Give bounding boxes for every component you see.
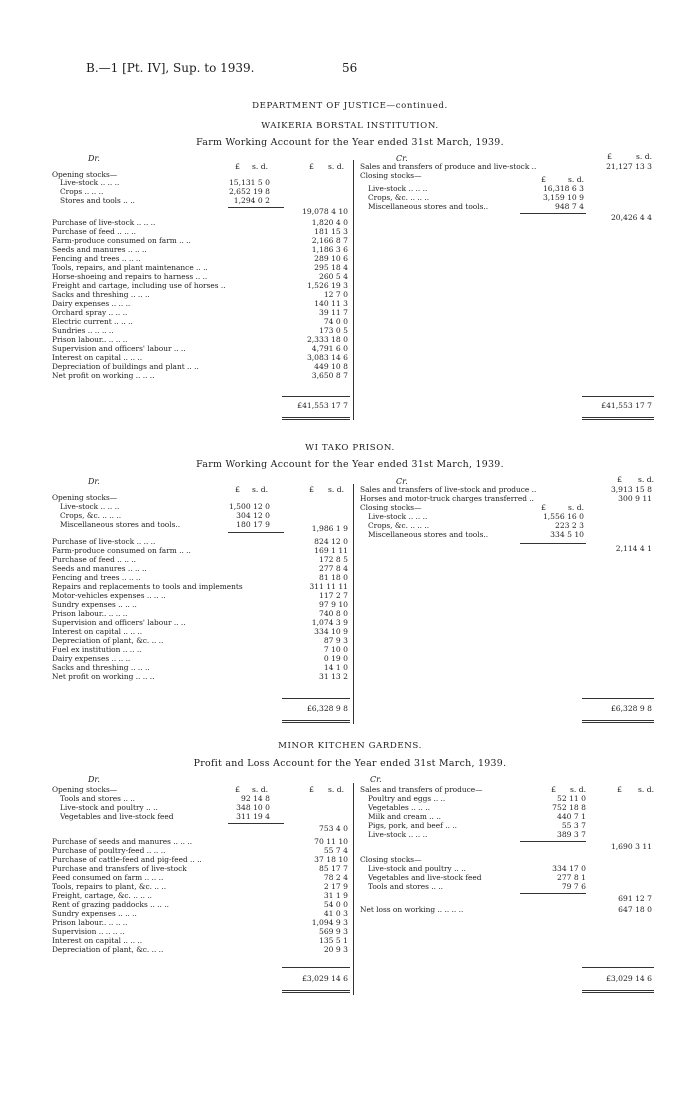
line-amount: 135 5 1 — [319, 936, 348, 945]
credit-total: £3,029 14 6 — [606, 974, 652, 983]
rule — [582, 417, 654, 418]
line-label: Freight and cartage, including use of horses .. — [52, 281, 226, 290]
line-label: Horses and motor-truck charges transferred .. — [360, 494, 534, 503]
line-label: Repairs and replacements to tools and implements — [52, 582, 243, 591]
line-amount: 1,556 16 0 — [542, 512, 584, 521]
rule — [582, 967, 654, 968]
line-amount: 85 17 7 — [319, 864, 348, 873]
line-label: Miscellaneous stores and tools.. — [368, 202, 489, 211]
rule — [520, 841, 586, 842]
rule — [520, 893, 586, 894]
unit-sd: s. d. — [568, 503, 584, 512]
unit-sd: s. d. — [638, 785, 654, 794]
line-label: Depreciation of plant, &c. .. .. — [52, 636, 164, 645]
line-label: Sundry expenses .. .. .. — [52, 600, 137, 609]
rule — [282, 396, 350, 397]
rule — [228, 823, 284, 824]
line-amount: 55 7 4 — [323, 846, 348, 855]
rule — [282, 417, 350, 418]
line-label: Seeds and manures .. .. .. — [52, 564, 147, 573]
line-label: Sales and transfers of produce— — [360, 785, 483, 794]
section-heading: MINOR KITCHEN GARDENS. — [278, 741, 422, 751]
line-amount: 1,820 4 0 — [311, 218, 348, 227]
line-label: Electric current .. .. .. — [52, 317, 133, 326]
line-label: Rent of grazing paddocks .. .. .. — [52, 900, 169, 909]
line-amount: 311 19 4 — [236, 812, 270, 821]
unit-pound: £ — [235, 785, 240, 794]
line-amount: 1,526 19 3 — [306, 281, 348, 290]
line-amount: 14 1 0 — [323, 663, 348, 672]
line-label: Purchase of seeds and manures .. .. .. — [52, 837, 193, 846]
line-amount: 289 10 6 — [314, 254, 348, 263]
unit-pound: £ — [309, 485, 314, 494]
line-label: Live-stock and poultry .. .. — [60, 803, 158, 812]
closing-stocks-label: Closing stocks— — [360, 171, 422, 180]
rule — [582, 396, 654, 397]
line-label: Interest on capital .. .. .. — [52, 353, 143, 362]
unit-sd: s. d. — [638, 475, 654, 484]
unit-pound: £ — [617, 475, 622, 484]
line-label: Tools, repairs to plant, &c. .. .. — [52, 882, 167, 891]
rule — [282, 720, 350, 721]
line-amount: 79 7 6 — [561, 882, 586, 891]
line-amount: 97 9 10 — [319, 600, 348, 609]
line-amount: 740 8 0 — [319, 609, 348, 618]
line-label: Fencing and trees .. .. .. — [52, 254, 141, 263]
line-label: Purchase of cattle-feed and pig-feed .. .. — [52, 855, 202, 864]
line-amount: 334 17 0 — [552, 864, 586, 873]
subtotal-amount: 691 12 7 — [618, 894, 652, 903]
line-label: Milk and cream .. .. — [368, 812, 441, 821]
cr-label: Cr. — [396, 154, 408, 163]
line-label: Sundry expenses .. .. .. — [52, 909, 137, 918]
column-divider — [353, 783, 354, 995]
line-label: Fencing and trees .. .. .. — [52, 573, 141, 582]
line-label: Stores and tools .. .. — [60, 196, 135, 205]
rule — [282, 419, 350, 420]
line-label: Net profit on working .. .. .. — [52, 672, 155, 681]
line-label: Farm-produce consumed on farm .. .. — [52, 546, 191, 555]
line-label: Vegetables and live-stock feed — [368, 873, 482, 882]
unit-pound: £ — [235, 162, 240, 171]
line-amount: 1,074 3 9 — [311, 618, 348, 627]
line-amount: 3,913 15 8 — [610, 485, 652, 494]
line-label: Live-stock .. .. .. — [60, 178, 120, 187]
line-amount: 277 8 1 — [557, 873, 586, 882]
unit-pound: £ — [309, 162, 314, 171]
line-label: Live-stock and poultry .. .. — [368, 864, 466, 873]
rule — [282, 722, 350, 723]
line-label: Purchase of live-stock .. .. .. — [52, 218, 156, 227]
line-label: Depreciation of buildings and plant .. .. — [52, 362, 199, 371]
line-label: Crops, &c. .. .. .. — [368, 193, 430, 202]
line-amount: 39 11 7 — [319, 308, 348, 317]
page-number: 56 — [342, 61, 358, 75]
debit-total: £41,553 17 7 — [297, 401, 348, 410]
subtotal-amount: 1,690 3 11 — [610, 842, 652, 851]
line-label: Seeds and manures .. .. .. — [52, 245, 147, 254]
unit-sd: s. d. — [328, 785, 344, 794]
line-label: Vegetables and live-stock feed — [60, 812, 174, 821]
unit-pound: £ — [551, 785, 556, 794]
line-amount: 31 1 9 — [323, 891, 348, 900]
line-amount: 12 7 0 — [323, 290, 348, 299]
line-label: Vegetables .. .. .. — [368, 803, 430, 812]
debit-total: £3,029 14 6 — [302, 974, 348, 983]
rule — [282, 698, 350, 699]
account-title: Farm Working Account for the Year ended 31st March, 1939. — [196, 459, 504, 470]
line-amount: 180 17 9 — [236, 520, 270, 529]
line-label: Fuel ex institution .. .. .. — [52, 645, 142, 654]
line-amount: 173 0 5 — [319, 326, 348, 335]
line-label: Tools and stores .. .. — [60, 794, 136, 803]
line-label: Supervision and officers' labour .. .. — [52, 344, 186, 353]
line-label: Purchase of live-stock .. .. .. — [52, 537, 156, 546]
dr-label: Dr. — [88, 477, 100, 486]
line-label: Purchase and transfers of live-stock — [52, 864, 187, 873]
debit-total: £6,328 9 8 — [306, 704, 348, 713]
line-amount: 440 7 1 — [557, 812, 586, 821]
line-amount: 81 18 0 — [319, 573, 348, 582]
line-amount: 55 3 7 — [561, 821, 586, 830]
line-label: Feed consumed on farm .. .. .. — [52, 873, 164, 882]
line-label: Freight, cartage, &c. .. .. .. — [52, 891, 153, 900]
department-heading: DEPARTMENT OF JUSTICE—continued. — [252, 101, 448, 111]
line-amount: 449 10 8 — [314, 362, 348, 371]
line-amount: 2,166 8 7 — [311, 236, 348, 245]
line-amount: 2 17 9 — [323, 882, 348, 891]
line-amount: 304 12 0 — [236, 511, 270, 520]
rule — [582, 992, 654, 993]
line-amount: 2,652 19 8 — [228, 187, 270, 196]
opening-stocks-label: Opening stocks— — [52, 785, 118, 794]
line-amount: 15,131 5 0 — [228, 178, 270, 187]
line-label: Prison labour.. .. .. .. — [52, 609, 128, 618]
rule — [282, 992, 350, 993]
line-label: Live-stock .. .. .. — [368, 184, 428, 193]
credit-total: £41,553 17 7 — [601, 401, 652, 410]
line-amount: 37 18 10 — [314, 855, 348, 864]
line-amount: 52 11 0 — [557, 794, 586, 803]
line-amount: 16,318 6 3 — [542, 184, 584, 193]
line-amount: 70 11 10 — [314, 837, 348, 846]
line-label: Crops, &c. .. .. .. — [60, 511, 122, 520]
subtotal-amount: 753 4 0 — [319, 824, 348, 833]
line-label: Dairy expenses .. .. .. — [52, 654, 131, 663]
subtotal-amount: 20,426 4 4 — [610, 213, 652, 222]
line-amount: 334 5 10 — [550, 530, 584, 539]
rule — [282, 990, 350, 991]
rule — [582, 722, 654, 723]
unit-pound: £ — [541, 503, 546, 512]
line-label: Purchase of feed .. .. .. — [52, 227, 136, 236]
line-amount: 140 11 3 — [314, 299, 348, 308]
line-amount: 7 10 0 — [323, 645, 348, 654]
line-label: Sacks and threshing .. .. .. — [52, 663, 150, 672]
line-label: Interest on capital .. .. .. — [52, 627, 143, 636]
line-amount: 334 10 9 — [314, 627, 348, 636]
line-amount: 1,500 12 0 — [228, 502, 270, 511]
line-label: Crops .. .. .. — [60, 187, 104, 196]
line-amount: 21,127 13 3 — [606, 162, 652, 171]
opening-stocks-label: Opening stocks— — [52, 170, 118, 179]
line-amount: 752 18 8 — [552, 803, 586, 812]
rule — [582, 698, 654, 699]
line-label: Farm-produce consumed on farm .. .. — [52, 236, 191, 245]
line-amount: 3,650 8 7 — [311, 371, 348, 380]
line-amount: 1,294 0 2 — [233, 196, 270, 205]
subtotal-amount: 19,078 4 10 — [302, 207, 348, 216]
line-amount: 348 10 0 — [236, 803, 270, 812]
column-divider — [353, 484, 354, 724]
section-heading: WAIKERIA BORSTAL INSTITUTION. — [261, 121, 439, 131]
credit-total: £6,328 9 8 — [610, 704, 652, 713]
line-amount: 260 5 4 — [319, 272, 348, 281]
line-label: Sacks and threshing .. .. .. — [52, 290, 150, 299]
line-label: Sales and transfers of produce and live-stock .. — [360, 162, 537, 171]
cr-label: Cr. — [396, 477, 408, 486]
subtotal-amount: 1,986 1 9 — [311, 524, 348, 533]
cr-label: Cr. — [370, 775, 382, 784]
line-label: Dairy expenses .. .. .. — [52, 299, 131, 308]
line-label: Miscellaneous stores and tools.. — [368, 530, 489, 539]
line-label: Pigs, pork, and beef .. .. — [368, 821, 458, 830]
line-amount: 20 9 3 — [323, 945, 348, 954]
line-label: Net profit on working .. .. .. — [52, 371, 155, 380]
unit-sd: s. d. — [252, 785, 268, 794]
account-title: Farm Working Account for the Year ended 31st March, 1939. — [196, 137, 504, 148]
dr-label: Dr. — [88, 154, 100, 163]
opening-stocks-label: Opening stocks— — [52, 493, 118, 502]
line-label: Net loss on working .. .. .. .. — [360, 905, 464, 914]
rule — [582, 990, 654, 991]
unit-sd: s. d. — [328, 485, 344, 494]
line-amount: 311 11 11 — [309, 582, 348, 591]
line-label: Crops, &c. .. .. .. — [368, 521, 430, 530]
line-label: Supervision and officers' labour .. .. — [52, 618, 186, 627]
column-divider — [353, 160, 354, 420]
page-ref: B.—1 [Pt. IV], Sup. to 1939. — [86, 61, 255, 75]
rule — [582, 720, 654, 721]
line-amount: 295 18 4 — [314, 263, 348, 272]
line-amount: 74 0 0 — [323, 317, 348, 326]
unit-sd: s. d. — [252, 162, 268, 171]
line-label: Purchase of poultry-feed .. .. .. — [52, 846, 166, 855]
line-label: Tools, repairs, and plant maintenance .. .. — [52, 263, 208, 272]
unit-sd: s. d. — [568, 175, 584, 184]
line-label: Motor-vehicles expenses .. .. .. — [52, 591, 166, 600]
line-amount: 824 12 0 — [314, 537, 348, 546]
unit-pound: £ — [309, 785, 314, 794]
unit-pound: £ — [235, 485, 240, 494]
line-amount: 1,094 9 3 — [311, 918, 348, 927]
unit-pound: £ — [617, 785, 622, 794]
line-amount: 3,159 10 9 — [542, 193, 584, 202]
line-amount: 1,186 3 6 — [311, 245, 348, 254]
line-amount: 117 2 7 — [319, 591, 348, 600]
line-amount: 169 1 11 — [314, 546, 348, 555]
line-label: Interest on capital .. .. .. — [52, 936, 143, 945]
line-label: Supervision .. .. .. .. — [52, 927, 125, 936]
line-label: Live-stock .. .. .. — [60, 502, 120, 511]
unit-sd: s. d. — [252, 485, 268, 494]
line-label: Horse-shoeing and repairs to harness .. .. — [52, 272, 208, 281]
rule — [520, 543, 586, 544]
line-label: Prison labour.. .. .. .. — [52, 335, 128, 344]
line-label: Sundries .. .. .. .. — [52, 326, 114, 335]
line-amount: 569 9 3 — [319, 927, 348, 936]
line-amount: 54 0 0 — [323, 900, 348, 909]
unit-sd: s. d. — [328, 162, 344, 171]
account-title: Profit and Loss Account for the Year ended 31st March, 1939. — [193, 758, 507, 769]
unit-sd: s. d. — [636, 152, 652, 161]
line-amount: 223 2 3 — [555, 521, 584, 530]
unit-pound: £ — [541, 175, 546, 184]
line-label: Poultry and eggs .. .. — [368, 794, 446, 803]
unit-pound: £ — [607, 152, 612, 161]
line-amount: 647 18 0 — [618, 905, 652, 914]
line-amount: 3,083 14 6 — [306, 353, 348, 362]
subtotal-amount: 2,114 4 1 — [615, 544, 652, 553]
line-amount: 31 13 2 — [319, 672, 348, 681]
closing-stocks-label: Closing stocks— — [360, 855, 422, 864]
line-amount: 172 8 5 — [319, 555, 348, 564]
rule — [282, 967, 350, 968]
line-amount: 277 8 4 — [319, 564, 348, 573]
line-amount: 948 7 4 — [555, 202, 584, 211]
line-label: Sales and transfers of live-stock and produce .. — [360, 485, 537, 494]
line-amount: 0 19 0 — [323, 654, 348, 663]
rule — [582, 419, 654, 420]
line-label: Orchard spray .. .. .. — [52, 308, 128, 317]
line-label: Live-stock .. .. .. — [368, 830, 428, 839]
line-amount: 300 9 11 — [618, 494, 652, 503]
line-amount: 2,333 18 0 — [306, 335, 348, 344]
line-label: Depreciation of plant, &c. .. .. — [52, 945, 164, 954]
unit-sd: s. d. — [570, 785, 586, 794]
line-amount: 389 3 7 — [557, 830, 586, 839]
line-label: Prison labour.. .. .. .. — [52, 918, 128, 927]
line-amount: 78 2 4 — [323, 873, 348, 882]
line-amount: 87 9 3 — [323, 636, 348, 645]
line-label: Miscellaneous stores and tools.. — [60, 520, 181, 529]
line-label: Tools and stores .. .. — [368, 882, 444, 891]
line-label: Live-stock .. .. .. — [368, 512, 428, 521]
line-amount: 41 0 3 — [323, 909, 348, 918]
line-amount: 92 14 8 — [241, 794, 270, 803]
section-heading: WI TAKO PRISON. — [305, 443, 395, 453]
dr-label: Dr. — [88, 775, 100, 784]
line-label: Purchase of feed .. .. .. — [52, 555, 136, 564]
line-amount: 4,791 6 0 — [311, 344, 348, 353]
line-amount: 181 15 3 — [314, 227, 348, 236]
closing-stocks-label: Closing stocks— — [360, 503, 422, 512]
